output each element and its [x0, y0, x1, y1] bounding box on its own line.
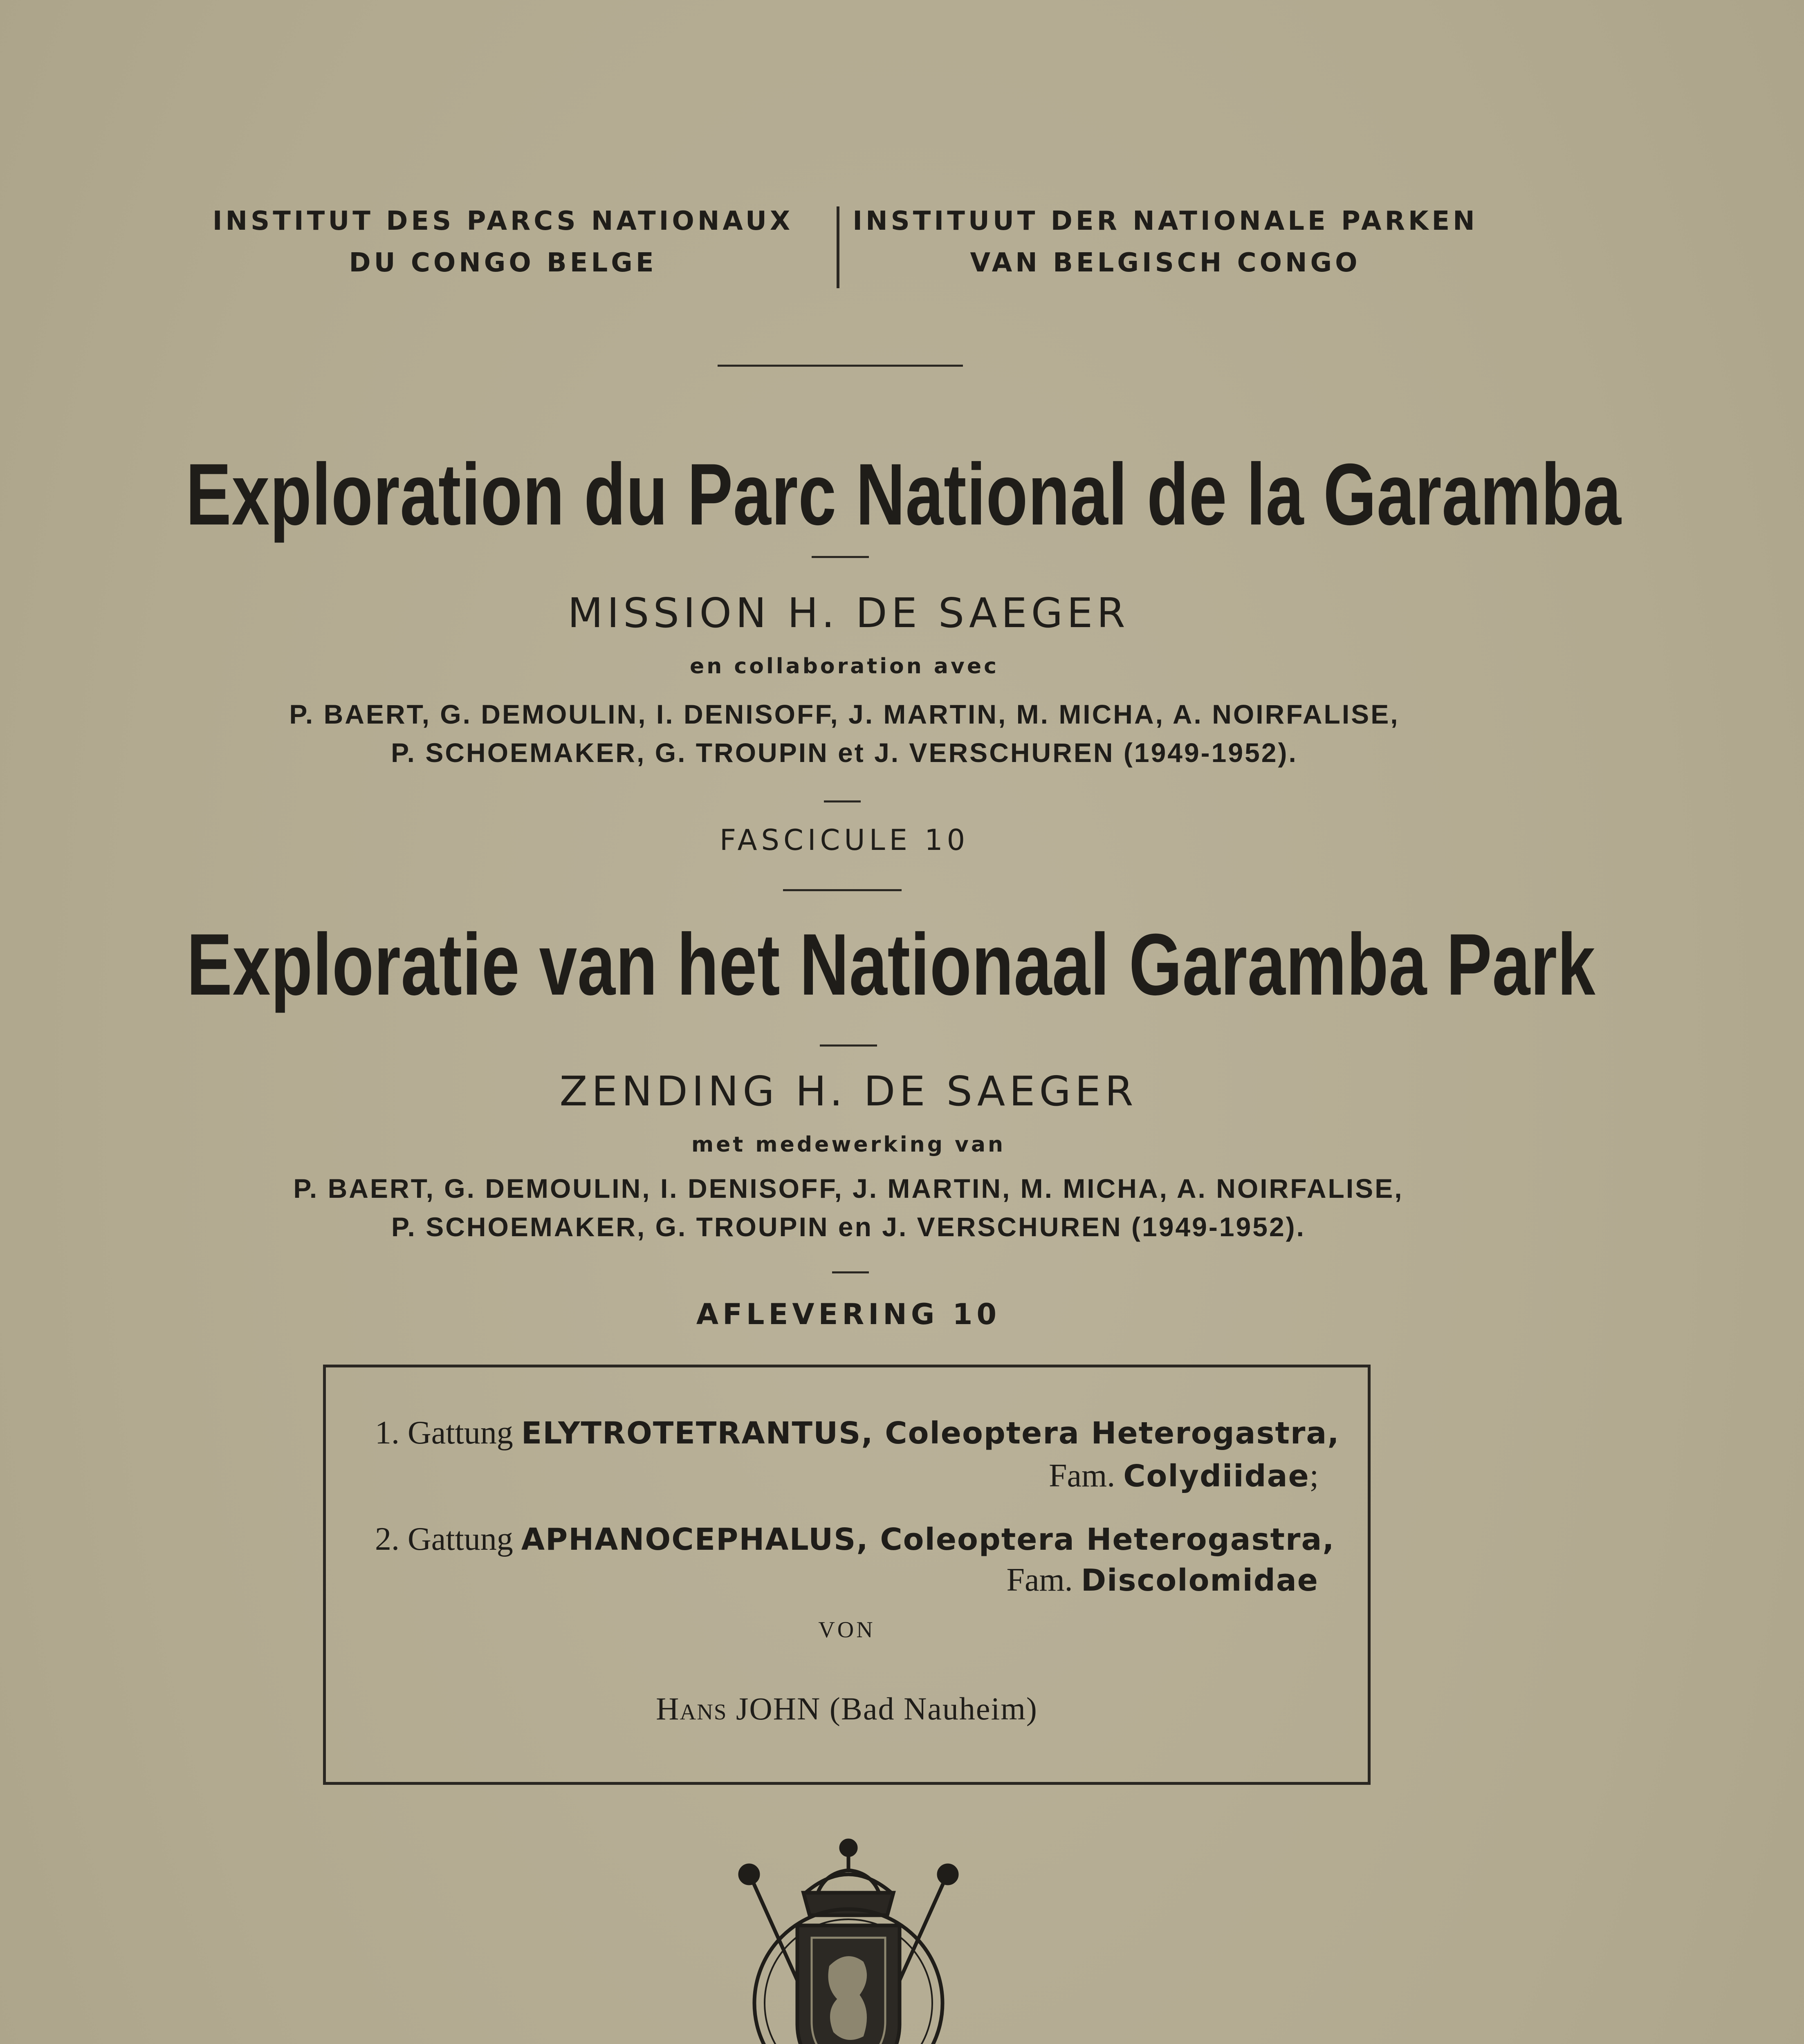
entry-2-genus: APHANOCEPHALUS, [521, 1522, 869, 1557]
header-right [846, 200, 1484, 284]
entry-1 [375, 1412, 1340, 1454]
author-first: Hans [656, 1691, 727, 1726]
von-label: VON [818, 1617, 875, 1643]
french-names [0, 695, 1689, 772]
french-mission: MISSION H. DE SAEGER [568, 589, 1129, 637]
entry-1-genus: ELYTROTETRANTUS, [521, 1416, 874, 1451]
french-names-line2: P. SCHOEMAKER, G. TROUPIN et J. VERSCHUREN (1949-1952). [391, 737, 1298, 768]
entry-2 [375, 1519, 1335, 1560]
header-right-line1: INSTITUUT DER NATIONALE PARKEN [853, 206, 1478, 236]
author-rest: JOHN (Bad Nauheim) [727, 1691, 1038, 1726]
dutch-title: Exploratie van het Nationaal Garamba Park [186, 916, 1596, 1013]
header-divider [837, 206, 839, 288]
author [326, 1690, 1368, 1727]
french-names-dash [824, 800, 861, 802]
entry-2-fam: Discolomidae [1081, 1563, 1319, 1598]
entry-1-num: 1. Gattung [375, 1415, 521, 1451]
french-fascicule: FASCICULE 10 [719, 823, 969, 857]
dutch-names-line2: P. SCHOEMAKER, G. TROUPIN en J. VERSCHUREN (1949-1952). [391, 1212, 1306, 1242]
dutch-mission: ZENDING H. DE SAEGER [559, 1067, 1138, 1115]
dutch-names-dash [832, 1271, 869, 1273]
french-title-dash [812, 556, 869, 558]
coat-of-arms-emblem [724, 1831, 973, 2044]
french-names-line1: P. BAERT, G. DEMOULIN, I. DENISOFF, J. MARTIN, M. MICHA, A. NOIRFALISE, [289, 699, 1400, 729]
dutch-fascicule: AFLEVERING 10 [696, 1298, 1001, 1331]
header-left [172, 200, 834, 284]
dutch-title-wrap [0, 916, 1697, 1014]
entry-2-num: 2. Gattung [375, 1521, 521, 1557]
entry-2-fam-label: Fam. [1006, 1562, 1081, 1598]
header-left-line2: DU CONGO BELGE [349, 248, 657, 278]
entry-2-order: Coleoptera Heterogastra, [868, 1522, 1335, 1557]
header-left-line1: INSTITUT DES PARCS NATIONAUX [212, 206, 794, 236]
header-rule [718, 365, 963, 367]
header-right-line2: VAN BELGISCH CONGO [970, 248, 1361, 278]
dutch-names [0, 1169, 1697, 1246]
dutch-names-line1: P. BAERT, G. DEMOULIN, I. DENISOFF, J. MARTIN, M. MICHA, A. NOIRFALISE, [293, 1173, 1404, 1204]
entry-1-order: Coleoptera Heterogastra, [873, 1416, 1340, 1451]
contents-box [323, 1365, 1371, 1785]
french-collab: en collaboration avec [690, 654, 999, 679]
entry-2-family [1006, 1560, 1319, 1601]
dutch-collab: met medewerking van [691, 1132, 1006, 1157]
french-title-wrap [0, 446, 1689, 544]
entry-1-family [1049, 1455, 1319, 1497]
french-rule [783, 889, 902, 891]
entry-1-fam-end: ; [1309, 1458, 1319, 1494]
entry-1-fam: Colydiidae [1123, 1459, 1310, 1494]
entry-1-fam-label: Fam. [1048, 1458, 1124, 1494]
dutch-title-dash [820, 1044, 877, 1047]
french-title: Exploration du Parc National de la Garamba [186, 446, 1622, 543]
